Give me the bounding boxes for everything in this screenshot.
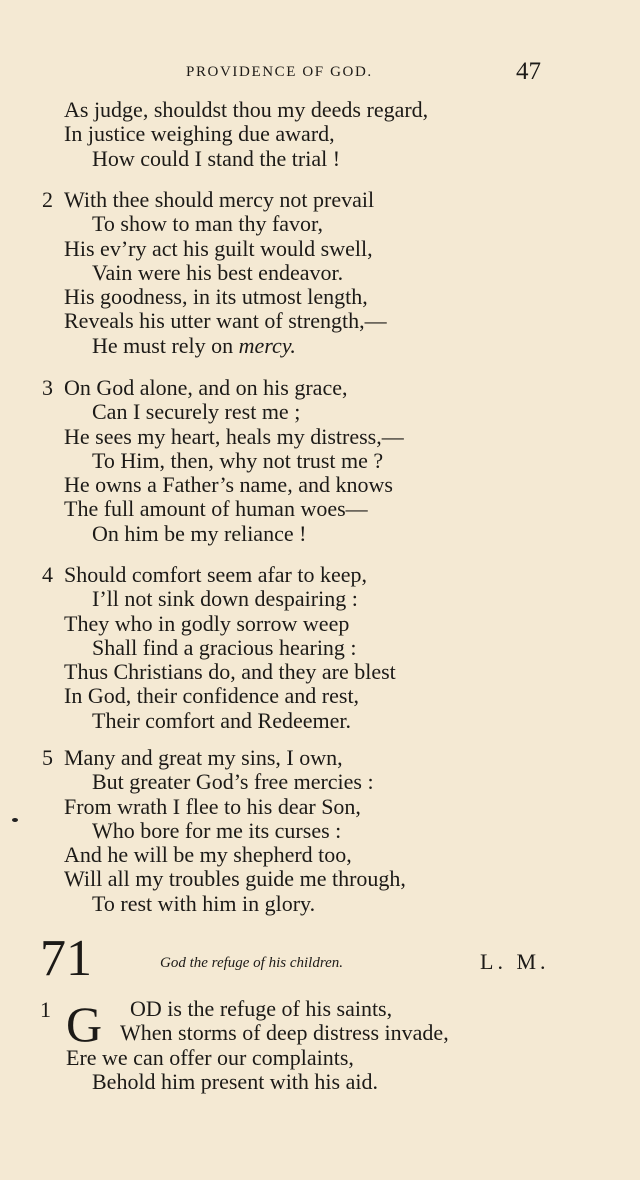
- verse-line: His ev’ry act his guilt would swell,: [64, 235, 373, 261]
- verse-line: From wrath I flee to his dear Son,: [64, 793, 361, 819]
- hymn-heading: [40, 930, 600, 987]
- verse-line: In God, their confidence and rest,: [64, 683, 360, 709]
- verse-line: 4 Should comfort seem afar to keep,: [42, 562, 368, 587]
- verse-line: In justice weighing due award,: [64, 121, 335, 147]
- verse-line: He must rely on mercy.: [92, 332, 296, 358]
- page-number: 47: [516, 58, 541, 85]
- stanza-5: [42, 746, 602, 916]
- stanza-3: [42, 376, 602, 546]
- verse-line: How could I stand the trial !: [92, 145, 341, 171]
- verse-line: Vain were his best endeavor.: [92, 259, 344, 285]
- verse-line: But greater God’s free mercies :: [92, 769, 374, 795]
- running-header: PROVIDENCE OF GOD.: [186, 64, 373, 80]
- verse-line: 5 Many and great my sins, I own,: [42, 745, 343, 770]
- verse-line: He sees my heart, heals my distress,—: [64, 423, 404, 449]
- verse-line: Will all my troubles guide me through,: [64, 866, 406, 892]
- stanza-2: [42, 188, 602, 358]
- verse-line: OD is the refuge of his saints,: [130, 996, 393, 1021]
- verse-line: And he will be my shepherd too,: [64, 842, 352, 868]
- drop-cap: G: [66, 996, 103, 1052]
- verse-line: To Him, then, why not trust me ?: [92, 447, 384, 473]
- verse-line: 3 On God alone, and on his grace,: [42, 375, 348, 400]
- hymn-title: God the refuge of his children.: [160, 955, 344, 971]
- stanza-number: 1: [40, 997, 51, 1022]
- verse-line: On him be my reliance !: [92, 520, 307, 546]
- verse-line: He owns a Father’s name, and knows: [64, 472, 393, 498]
- verse-line: When storms of deep distress invade,: [120, 1020, 449, 1046]
- verse-line: Their comfort and Redeemer.: [92, 707, 352, 733]
- verse-line: His goodness, in its utmost length,: [64, 284, 368, 310]
- verse-line: To show to man thy favor,: [92, 211, 323, 237]
- verse-line: Thus Christians do, and they are blest: [64, 659, 396, 685]
- stanza-4: [42, 563, 602, 733]
- verse-line: To rest with him in glory.: [92, 890, 316, 916]
- verse-line: I’ll not sink down despairing :: [92, 586, 358, 612]
- verse-line: Behold him present with his aid.: [92, 1068, 378, 1094]
- hymn-71-verse-1: [40, 997, 620, 1094]
- verse-line: As judge, shouldst thou my deeds regard,: [64, 97, 429, 122]
- verse-line: The full amount of human woes—: [64, 496, 368, 522]
- verse-line: Shall find a gracious hearing :: [92, 634, 357, 660]
- verse-line: Reveals his utter want of strength,—: [64, 308, 387, 334]
- stanza-number: 3: [42, 375, 53, 400]
- hymn-number: 71: [40, 930, 92, 987]
- stanza-number: 4: [42, 562, 53, 587]
- stanza-continued: [42, 98, 602, 171]
- stanza-number: 2: [42, 187, 53, 212]
- verse-line: Who bore for me its curses :: [92, 817, 342, 843]
- hymn-meter: L. M.: [480, 949, 550, 974]
- ink-speck: [12, 818, 18, 822]
- verse-line: 2 With thee should mercy not prevail: [42, 187, 375, 212]
- italic-word: mercy.: [238, 332, 296, 358]
- verse-line: Can I securely rest me ;: [92, 399, 301, 425]
- verse-line: They who in godly sorrow weep: [64, 610, 350, 636]
- verse-line: Ere we can offer our complaints,: [66, 1044, 354, 1070]
- stanza-number: 5: [42, 745, 53, 770]
